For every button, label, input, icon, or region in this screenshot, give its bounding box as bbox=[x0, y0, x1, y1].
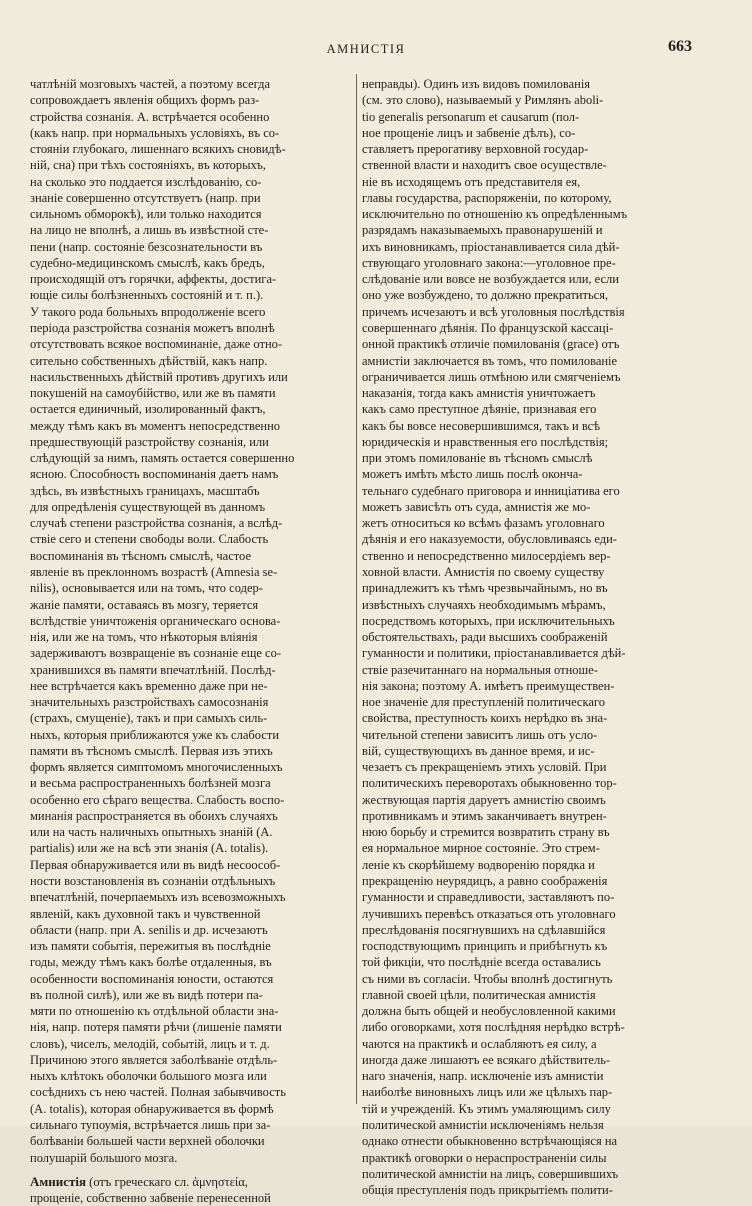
text-line: нюю борьбу и стремится возвратить страну въ bbox=[362, 825, 610, 840]
text-line: нія закона; поэтому А. имѣетъ преимуществен- bbox=[362, 678, 615, 693]
text-line: ныхъ клѣтокъ оболочки большого мозга или bbox=[30, 1069, 267, 1084]
text-line: ставляетъ прерогативу верховной государ- bbox=[362, 142, 589, 157]
text-line: сосѣднихъ съ нею частей. Полная забывчивость bbox=[30, 1085, 286, 1100]
text-line: исключительно по отношенію къ опредѣленнымъ bbox=[362, 207, 628, 222]
text-line: леніе къ скорѣйшему водворенію порядка и bbox=[362, 857, 595, 872]
text-line: Первая обнаруживается или въ видѣ несоособ- bbox=[30, 857, 281, 872]
text-line: вслѣдствіе уничтоженія органическаго основа- bbox=[30, 613, 281, 628]
text-line: при этомъ помилованіе въ тѣсномъ смыслѣ bbox=[362, 451, 593, 466]
text-line: иногда даже лишаютъ ее всякаго дѣйствитель- bbox=[362, 1052, 611, 1067]
text-line: Причиною этого является заболѣваніе отдѣль- bbox=[30, 1052, 278, 1067]
text-line: наиболѣе виновныхъ лицъ или же цѣлыхъ пар- bbox=[362, 1085, 613, 1100]
text-line: тій и учрежденій. Къ этимъ умаляющимъ силу bbox=[362, 1101, 611, 1116]
entry-headword: Амнистія bbox=[30, 1173, 87, 1189]
text-line: словъ), чиселъ, мелодій, событій, лицъ и т. д. bbox=[30, 1036, 270, 1051]
text-line: здѣсь, въ извѣстныхъ границахъ, масштабъ bbox=[30, 483, 260, 498]
page-number: 663 bbox=[668, 38, 692, 55]
text-line: У такого рода больныхъ впродолженіе всего bbox=[30, 304, 266, 319]
text-line: полушарій большого мозга. bbox=[30, 1150, 178, 1165]
text-line: чительной степени зависитъ лишь отъ усло- bbox=[362, 727, 598, 742]
entry-first-line-text: (отъ греческаго сл. ἀμνηστεία, bbox=[86, 1174, 248, 1189]
text-line: стояніи глубокаго, лишеннаго всякихъ сновидѣ- bbox=[30, 142, 286, 157]
text-line: ній, сна) при тѣхъ состояніяхъ, въ которыхъ, bbox=[30, 158, 266, 173]
text-line: ствіе сего и степени свободы воли. Слабость bbox=[30, 532, 269, 547]
text-line: на лицо не вполнѣ, а лишь въ извѣстной сте- bbox=[30, 223, 269, 238]
text-line: судебно-медицинскомъ смыслѣ, какъ бредъ, bbox=[30, 255, 265, 270]
text-line: лучившихъ перевѣсъ отказаться отъ уголовнаго bbox=[362, 906, 616, 921]
text-line: принадлежитъ къ тѣмъ чрезвычайнымъ, но въ bbox=[362, 581, 608, 596]
text-line: ствующаго уголовнаго закона:—уголовное пре- bbox=[362, 255, 616, 270]
text-line: ственной власти и находитъ свое осуществле- bbox=[362, 158, 607, 173]
text-line: ея нормальное мирное состояніе. Это стрем- bbox=[362, 841, 600, 856]
text-line: впечатлѣній, почерпаемыхъ изъ всевозможныхъ bbox=[30, 890, 286, 905]
text-line: воспоминанія въ тѣсномъ смыслѣ, частое bbox=[30, 548, 251, 563]
text-line: сильнаго тупоумія, встрѣчается лишь при за- bbox=[30, 1118, 271, 1132]
text-line: неправды). Одинъ изъ видовъ помилованія bbox=[362, 77, 591, 91]
text-line: нія, напр. потеря памяти рѣчи (лишеніе памяти bbox=[30, 1020, 282, 1035]
column-divider bbox=[356, 74, 357, 1104]
text-line: на сколько это поддается изслѣдованію, со- bbox=[30, 174, 262, 189]
text-line: посредствомъ которыхъ, при исключительныхъ bbox=[362, 613, 615, 628]
text-line: дѣянія и его наказуемости, обусловливаясь еди- bbox=[362, 532, 617, 547]
text-line: прощеніе, собственно забвеніе перенесенной bbox=[30, 1191, 271, 1206]
text-line: должна быть общей и необусловленной какими bbox=[362, 1004, 616, 1019]
text-line: ныхъ, которыя приближаются уже къ слабости bbox=[30, 727, 280, 742]
text-line: нія, или же на томъ, что нѣкоторыя вліянія bbox=[30, 630, 258, 645]
text-line: области (напр. при A. senilis и др. исчезаютъ bbox=[30, 922, 268, 937]
text-line: ніе въ исходящемъ отъ представителя ея, bbox=[362, 174, 581, 189]
text-line: чезаетъ съ прекращеніемъ этихъ условій. При bbox=[362, 760, 607, 775]
text-line: отсутствовать всякое воспоминаніе, даже отно- bbox=[30, 337, 283, 352]
text-line: гуманности и политики, пріостанавливается дѣй- bbox=[362, 646, 626, 661]
text-line: амнистіи заключается въ томъ, что помилованіе bbox=[362, 353, 618, 368]
text-line: (страхъ, смущеніе), такъ и при самыхъ силь- bbox=[30, 711, 268, 726]
text-line: какъ бы вовсе несовершившимся, такъ и всѣ bbox=[362, 418, 601, 433]
text-line: мяти по отношенію къ отдѣльной области зна- bbox=[30, 1004, 279, 1019]
text-line: tio generalis personarum et causarum (пол- bbox=[362, 109, 580, 124]
text-line: противникамъ и этимъ заканчиваетъ внутрен- bbox=[362, 808, 607, 823]
text-line: главы государства, распоряженіи, по которому, bbox=[362, 190, 612, 205]
text-line: ное прощеніе лицъ и забвеніе дѣлъ), со- bbox=[362, 125, 576, 140]
text-line: ясною. Способность воспоминанія даетъ намъ bbox=[30, 467, 279, 482]
text-line: ное значеніе для преступленій политическаго bbox=[362, 695, 605, 710]
text-line: годы, между тѣмъ какъ болѣе отдаленныя, въ bbox=[30, 955, 272, 970]
text-line: политической амнистіи на лицъ, совершившихъ bbox=[362, 1166, 619, 1181]
text-line: болѣваніи большей части верхней оболочки bbox=[30, 1134, 265, 1149]
text-line: вій, существующихъ въ данное время, и ис- bbox=[362, 743, 595, 758]
text-line: наказанія, тогда какъ амнистія уничтожаетъ bbox=[362, 386, 596, 401]
entry-first-line bbox=[30, 1174, 352, 1190]
text-line: онной практикѣ отличіе помилованія (grace) отъ bbox=[362, 337, 620, 352]
text-line: сительно собственныхъ дѣйствій, какъ напр. bbox=[30, 353, 268, 368]
text-line: совершеннаго дѣянія. По французской кассаці- bbox=[362, 320, 614, 335]
text-line: прекращенію неурядицъ, а равно соображенія bbox=[362, 874, 608, 889]
text-line: или на часть наличныхъ опытныхъ знаній (A. bbox=[30, 825, 273, 840]
text-line: практикѣ оговорки о нераспространеніи силы bbox=[362, 1150, 607, 1165]
text-line: сопровождаетъ явленія общихъ формъ раз- bbox=[30, 93, 260, 108]
text-line: особенности воспоминанія юности, остаются bbox=[30, 971, 274, 986]
text-line: слѣдующій за нимъ, память остается совершенно bbox=[30, 451, 295, 466]
text-line: знаніе совершенно отсутствуетъ (напр. при bbox=[30, 190, 261, 205]
right-text-column bbox=[362, 76, 684, 1198]
text-line: той фикціи, что послѣдніе всегда оставались bbox=[362, 955, 601, 970]
page-header bbox=[40, 38, 692, 60]
text-line: ности возстановленія въ сознаніи отдѣльныхъ bbox=[30, 874, 276, 889]
text-line: остается единичный, изолированный фактъ, bbox=[30, 402, 266, 417]
text-line: задерживаютъ возвращеніе въ сознаніе еще со- bbox=[30, 646, 281, 661]
left-text-column bbox=[30, 76, 352, 1206]
text-line: слѣдованіе или вовсе не возбуждается или, если bbox=[362, 272, 619, 287]
text-line: извѣстныхъ случаяхъ необходимымъ мѣрамъ, bbox=[362, 597, 606, 612]
text-line: пени (напр. состояніе безсознательности въ bbox=[30, 239, 263, 254]
text-line: явленіе въ преклонномъ возрастѣ (Amnesia se- bbox=[30, 564, 278, 579]
text-line: главной своей цѣли, политическая амнистія bbox=[362, 987, 596, 1002]
text-line: ственно и непосредственно милосердіемъ вер- bbox=[362, 548, 611, 563]
text-line: свойства, преступность коихъ нерѣдко въ зна- bbox=[362, 711, 608, 726]
text-line: ющіе силы болѣзненныхъ состояній и т. п.). bbox=[30, 288, 264, 303]
text-line: можетъ имѣть мѣсто лишь послѣ оконча- bbox=[362, 467, 583, 482]
text-line: съ ними въ согласіи. Чтобы вполнѣ достигнуть bbox=[362, 971, 613, 986]
text-line: жаніе памяти, оставаясь въ мозгу, теряется bbox=[30, 597, 259, 612]
text-line: хранившихся въ памяти впечатлѣній. Послѣд- bbox=[30, 662, 276, 677]
running-head: АМНИСТІЯ bbox=[326, 42, 406, 56]
text-line: причемъ исчезаютъ и всѣ уголовныя послѣдствія bbox=[362, 304, 625, 319]
text-line: насильственныхъ дѣйствій противъ другихъ или bbox=[30, 369, 288, 384]
text-line: предшествующій разстройству сознанія, или bbox=[30, 434, 269, 449]
text-line: періода разстройства сознанія можетъ вполнѣ bbox=[30, 320, 275, 335]
text-line: гуманности и справедливости, заставляютъ по- bbox=[362, 890, 615, 905]
text-line: нее встрѣчается какъ временно даже при не- bbox=[30, 678, 268, 693]
text-line: особенно его сѣраго вещества. Слабость воспо- bbox=[30, 792, 285, 807]
text-line: partialis) или же на всѣ эти знанія (A. totalis). bbox=[30, 841, 269, 856]
text-line: изъ памяти событія, пережитыя въ послѣдніе bbox=[30, 939, 271, 954]
text-line: случаѣ степени разстройства сознанія, а вслѣд- bbox=[30, 516, 283, 531]
text-line: для опредѣленія существующей въ данномъ bbox=[30, 499, 266, 514]
text-line: минанія распространяется въ обоихъ случаяхъ bbox=[30, 808, 278, 823]
text-line: (A. totalis), которая обнаруживается въ формѣ bbox=[30, 1101, 274, 1116]
text-line: nilis), основывается или на томъ, что содер- bbox=[30, 581, 263, 596]
text-line: (см. это слово), называемый у Римлянъ aboli- bbox=[362, 93, 604, 108]
text-line: стройства сознанія. А. встрѣчается особенно bbox=[30, 109, 270, 124]
text-line: сильномъ обморокѣ), или только находится bbox=[30, 207, 262, 222]
text-line: тельнаго судебнаго приговора и инниціатива его bbox=[362, 483, 620, 498]
text-line: оно уже возбуждено, то должно прекратиться, bbox=[362, 288, 609, 303]
text-line: происходящій отъ горячки, аффекты, достига- bbox=[30, 272, 277, 287]
text-line: явленій, какъ духовной такъ и чувственной bbox=[30, 906, 261, 921]
text-line: либо оговорками, хотя послѣдняя нерѣдко встрѣ- bbox=[362, 1020, 625, 1035]
text-line: ствіе разечитаннаго на нормальныя отноше- bbox=[362, 662, 598, 677]
text-line: значительныхъ разстройствахъ самосознанія bbox=[30, 695, 269, 710]
text-line: господствующимъ принципъ и прибѣгнуть къ bbox=[362, 939, 608, 954]
text-line: (какъ напр. при нормальныхъ условіяхъ, въ со- bbox=[30, 125, 280, 140]
text-line: чатлѣній мозговыхъ частей, а поэтому всегда bbox=[30, 77, 271, 91]
text-line: наго значенія, напр. исключеніе изъ амнистіи bbox=[362, 1069, 604, 1084]
text-line: политическихъ переворотахъ обыкновенно тор- bbox=[362, 776, 617, 791]
text-line: преслѣдованія посягнувшихъ на сдѣлавшійся bbox=[362, 922, 606, 937]
text-line: между тѣмъ какъ въ моментъ непосредственно bbox=[30, 418, 281, 433]
text-line: формъ является симптомомъ многочисленныхъ bbox=[30, 760, 283, 775]
text-line: ограничивается лишь отмѣною или смягченіемъ bbox=[362, 369, 621, 384]
text-line: какъ само преступное дѣяніе, признавая его bbox=[362, 402, 597, 417]
text-line: памяти въ тѣсномъ смыслѣ. Первая изъ этихъ bbox=[30, 743, 273, 758]
entry-spacing bbox=[30, 1166, 352, 1174]
text-line: ихъ виновникамъ, пріостанавливается сила дѣй- bbox=[362, 239, 620, 254]
text-line: разрядамъ наказываемыхъ правонарушеній и bbox=[362, 223, 603, 238]
text-line: обстоятельствахъ, ради высшихъ соображеній bbox=[362, 630, 608, 645]
text-line: жетъ относиться ко всѣмъ фазамъ уголовнаго bbox=[362, 516, 605, 531]
text-line: общія преступленія подъ прикрытіемъ полити- bbox=[362, 1183, 613, 1198]
text-line: чаются на практикѣ и ослабляютъ ея силу, а bbox=[362, 1036, 597, 1051]
text-line: можетъ зависѣть отъ суда, амнистія же мо- bbox=[362, 499, 591, 514]
text-line: ховной власти. Амнистія по своему существу bbox=[362, 564, 605, 579]
text-line: въ полной силѣ), или же въ видѣ потери па- bbox=[30, 987, 263, 1002]
text-line: однако отнести обыкновенно встрѣчающіяся на bbox=[362, 1134, 618, 1149]
text-line: юридическія и нравственныя его послѣдствія; bbox=[362, 434, 609, 449]
text-line: покушеній на самоубійство, или же въ памяти bbox=[30, 386, 276, 401]
text-line: политической амнистіи исключеніямъ нельзя bbox=[362, 1118, 604, 1132]
text-line: жествующая партія даруетъ амнистію своимъ bbox=[362, 792, 606, 807]
text-line: и весьма распространенныхъ болѣзней мозга bbox=[30, 776, 271, 791]
